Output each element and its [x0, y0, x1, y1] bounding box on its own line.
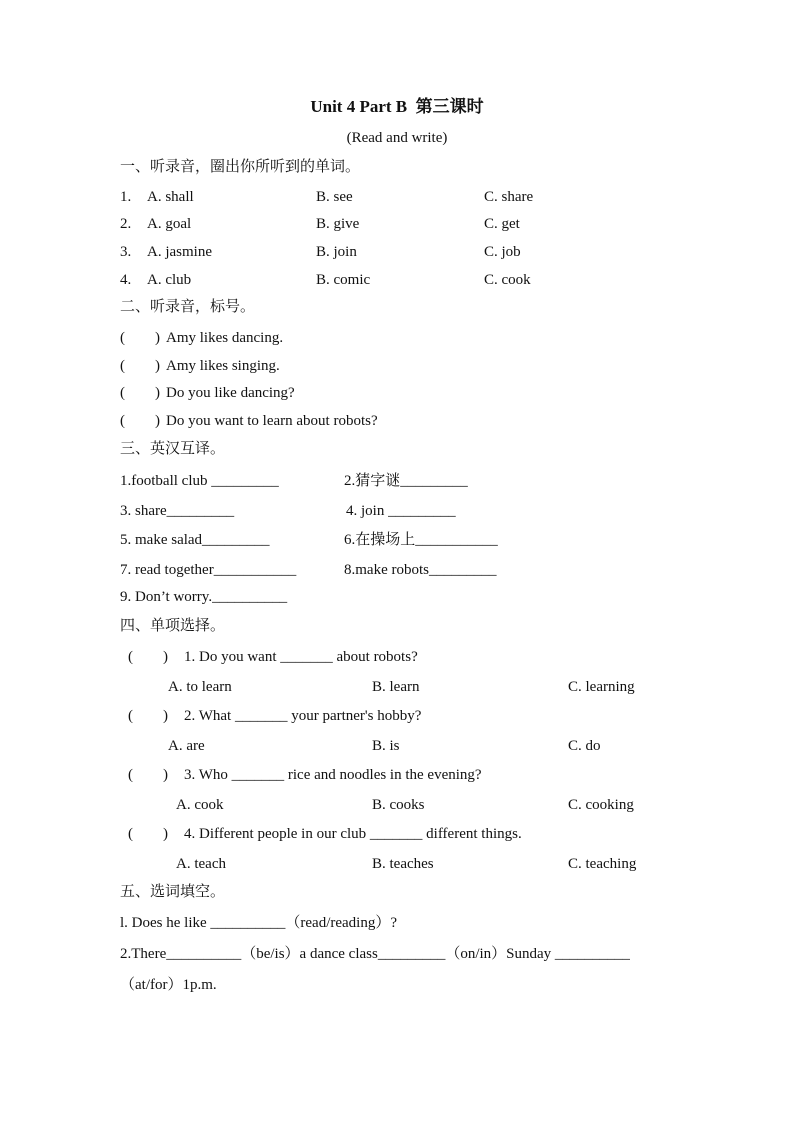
answer-paren: ( ): [120, 385, 160, 401]
option-b: B. comic: [316, 272, 371, 288]
translate-right: 4. join _________: [346, 503, 456, 519]
s4-options-2: [0, 739, 794, 759]
option-c: C. get: [484, 216, 520, 232]
s2-item-4: [0, 414, 794, 434]
answer-paren: ( ): [128, 826, 168, 842]
s4-options-3: [0, 798, 794, 818]
question-text: 4. Different people in our club _______ different things.: [184, 826, 522, 842]
answer-paren: ( ): [128, 767, 168, 783]
answer-paren: ( ): [128, 708, 168, 724]
s4-question-1: [0, 650, 794, 670]
s3-row-1: [0, 474, 794, 494]
fill-text: 2.There__________（be/is）a dance class_________（on/in）Sunday __________: [120, 946, 630, 962]
option-b: B. see: [316, 189, 353, 205]
option-a: A. club: [147, 272, 192, 288]
section-5-heading: 五、选词填空。: [120, 884, 226, 900]
option-c: C. learning: [568, 679, 635, 695]
option-b: B. cooks: [372, 797, 425, 813]
question-text: 3. Who _______ rice and noodles in the evening?: [184, 767, 482, 783]
translate-left: 1.football club _________: [120, 473, 279, 489]
s3-row-3: [0, 533, 794, 553]
answer-paren: ( ): [120, 358, 160, 374]
section-3-heading: 三、英汉互译。: [120, 441, 226, 457]
option-c: C. cook: [484, 272, 531, 288]
fill-text: （at/for）1p.m.: [120, 977, 217, 993]
s2-item-3: [0, 386, 794, 406]
translate-right: 8.make robots_________: [344, 562, 497, 578]
item-text: Amy likes dancing.: [166, 330, 284, 346]
s5-item-1: [0, 916, 794, 936]
option-c: C. job: [484, 244, 521, 260]
s4-options-4: [0, 857, 794, 877]
s2-item-2: [0, 359, 794, 379]
option-a: A. goal: [147, 216, 192, 232]
option-a: A. shall: [147, 189, 194, 205]
question-text: 2. What _______ your partner's hobby?: [184, 708, 422, 724]
option-a: A. jasmine: [147, 244, 212, 260]
s1-item-3: [0, 245, 794, 265]
answer-paren: ( ): [120, 330, 160, 346]
s3-row-4: [0, 563, 794, 583]
s5-item-2: [0, 947, 794, 967]
option-b: B. learn: [372, 679, 420, 695]
option-c: C. share: [484, 189, 534, 205]
item-number: 3.: [120, 244, 132, 260]
section-1-heading: 一、听录音，圈出你所听到的单词。: [120, 159, 361, 175]
s4-question-4: [0, 827, 794, 847]
option-a: A. are: [168, 738, 205, 754]
option-a: A. to learn: [168, 679, 232, 695]
s1-item-2: [0, 217, 794, 237]
translate-left: 5. make salad_________: [120, 532, 270, 548]
item-text: Do you like dancing?: [166, 385, 295, 401]
item-text: Amy likes singing.: [166, 358, 280, 374]
s3-row-5: [0, 590, 794, 610]
option-b: B. join: [316, 244, 357, 260]
item-number: 1.: [120, 189, 132, 205]
translate-left: 3. share_________: [120, 503, 235, 519]
option-b: B. teaches: [372, 856, 434, 872]
translate-left: 9. Don’t worry.__________: [120, 589, 288, 605]
option-c: C. cooking: [568, 797, 634, 813]
option-c: C. teaching: [568, 856, 637, 872]
s1-item-4: [0, 273, 794, 293]
section-2-heading: 二、听录音，标号。: [120, 299, 256, 315]
option-a: A. cook: [176, 797, 224, 813]
s2-item-1: [0, 331, 794, 351]
s1-item-1: [0, 190, 794, 210]
s3-row-2: [0, 504, 794, 524]
option-a: A. teach: [176, 856, 226, 872]
question-text: 1. Do you want _______ about robots?: [184, 649, 418, 665]
item-text: Do you want to learn about robots?: [166, 413, 378, 429]
option-b: B. is: [372, 738, 400, 754]
translate-right: 2.猜字谜_________: [344, 473, 468, 489]
fill-text: l. Does he like __________（read/reading）?: [120, 915, 398, 931]
page-subtitle: (Read and write): [346, 130, 448, 146]
s4-question-3: [0, 768, 794, 788]
s5-item-2-continued: [0, 978, 794, 998]
item-number: 2.: [120, 216, 132, 232]
item-number: 4.: [120, 272, 132, 288]
translate-right: 6.在操场上___________: [344, 532, 498, 548]
s4-options-1: [0, 680, 794, 700]
answer-paren: ( ): [120, 413, 160, 429]
s4-question-2: [0, 709, 794, 729]
answer-paren: ( ): [128, 649, 168, 665]
page-title: Unit 4 Part B 第三课时: [310, 97, 484, 116]
translate-left: 7. read together___________: [120, 562, 297, 578]
option-c: C. do: [568, 738, 601, 754]
section-4-heading: 四、单项选择。: [120, 618, 226, 634]
option-b: B. give: [316, 216, 360, 232]
